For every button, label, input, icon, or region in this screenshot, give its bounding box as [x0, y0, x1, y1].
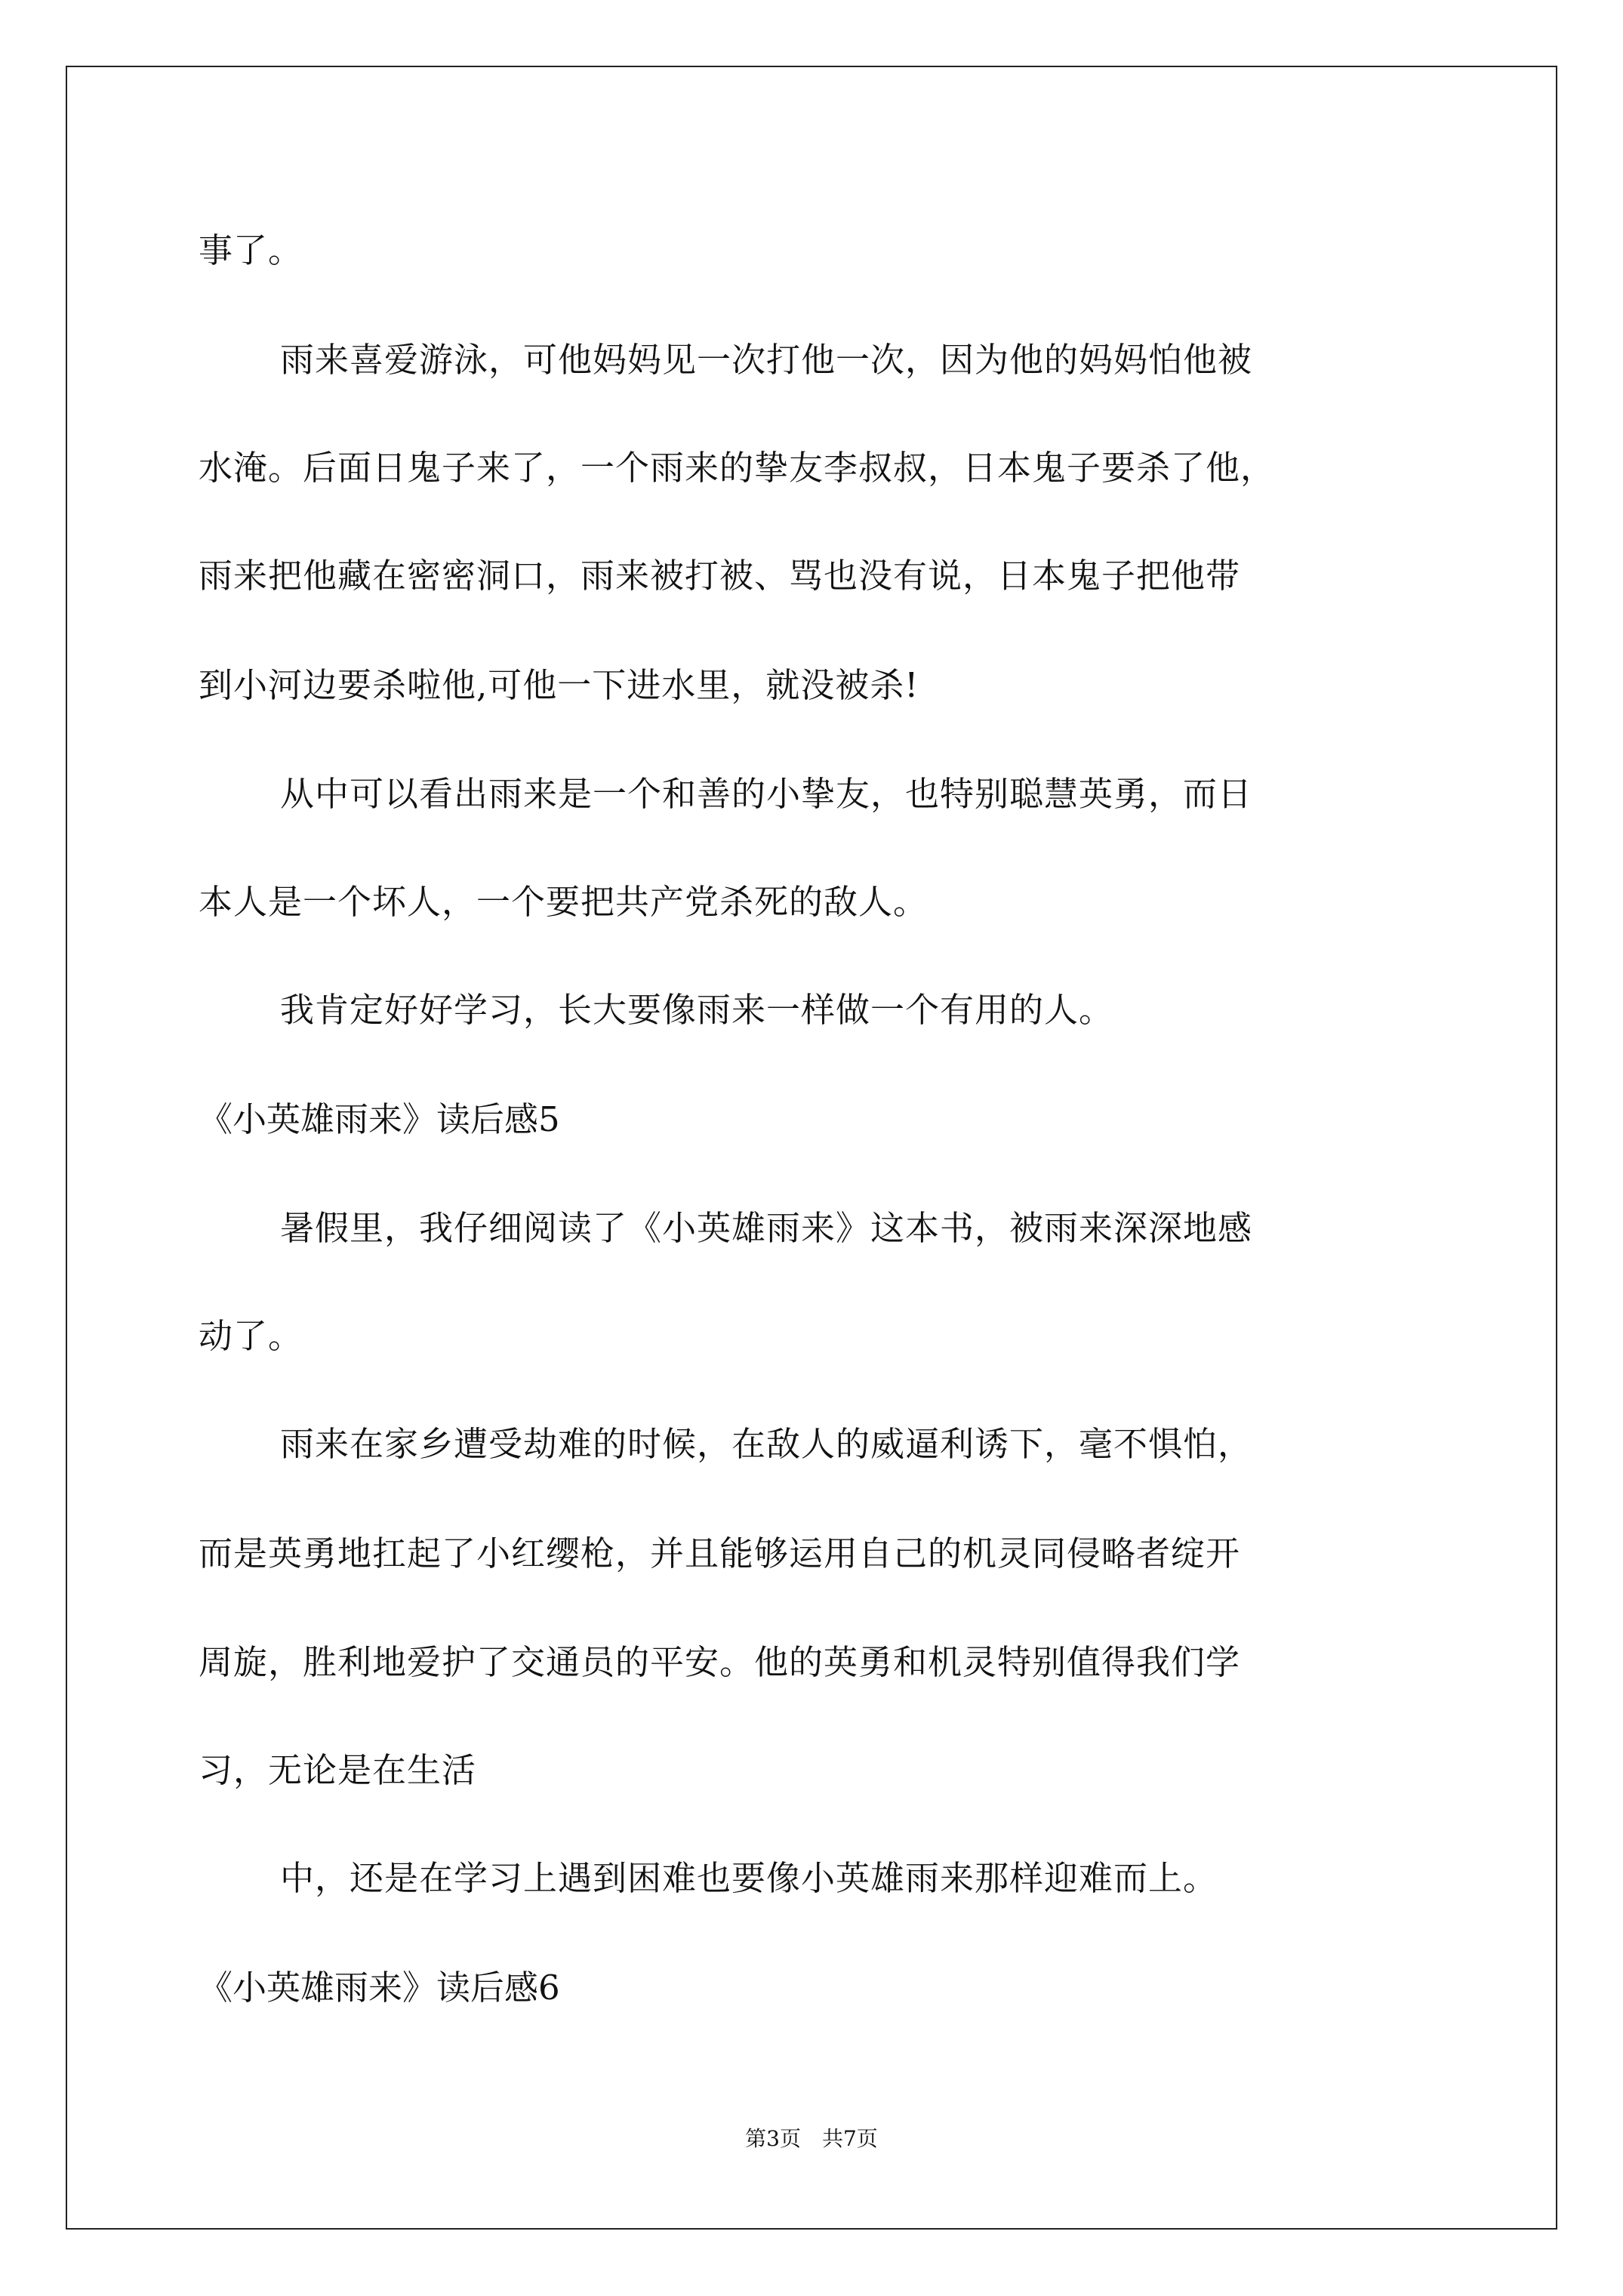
paragraph-line: 水淹。后面日鬼子来了，一个雨来的挚友李叔叔，日本鬼子要杀了他，: [199, 448, 1276, 488]
paragraph-line: 而是英勇地扛起了小红缨枪，并且能够运用自己的机灵同侵略者绽开: [199, 1533, 1241, 1573]
section-heading: 《小英雄雨来》读后感5: [199, 1099, 560, 1139]
paragraph-line: 我肯定好好学习，长大要像雨来一样做一个有用的人。: [280, 990, 1114, 1030]
paragraph-line: 到小河边要杀啦他,可他一下进水里，就没被杀!: [199, 665, 919, 705]
page-number-footer: 第3页 共7页: [745, 2126, 878, 2151]
paragraph-line: 动了。: [199, 1316, 303, 1356]
paragraph-line: 习，无论是在生活: [199, 1750, 477, 1790]
paragraph-line: 从中可以看出雨来是一个和善的小挚友，也特别聪慧英勇，而日: [280, 774, 1253, 814]
paragraph-line: 雨来喜爱游泳，可他妈妈见一次打他一次，因为他的妈妈怕他被: [280, 340, 1253, 380]
paragraph-line: 中，还是在学习上遇到困难也要像小英雄雨来那样迎难而上。: [280, 1858, 1218, 1898]
paragraph-line: 周旋，胜利地爱护了交通员的平安。他的英勇和机灵特别值得我们学: [199, 1642, 1241, 1682]
page-frame: [66, 66, 1557, 2230]
paragraph-line: 雨来把他藏在密密洞口，雨来被打被、骂也没有说，日本鬼子把他带: [199, 556, 1241, 596]
section-heading: 《小英雄雨来》读后感6: [199, 1968, 560, 2008]
paragraph-line: 本人是一个坏人，一个要把共产党杀死的敌人。: [199, 882, 929, 922]
paragraph-line: 雨来在家乡遭受劫难的时候，在敌人的威逼利诱下，毫不惧怕，: [280, 1424, 1253, 1464]
paragraph-line: 暑假里，我仔细阅读了《小英雄雨来》这本书，被雨来深深地感: [280, 1208, 1253, 1248]
paragraph-line: 事了。: [199, 230, 303, 270]
